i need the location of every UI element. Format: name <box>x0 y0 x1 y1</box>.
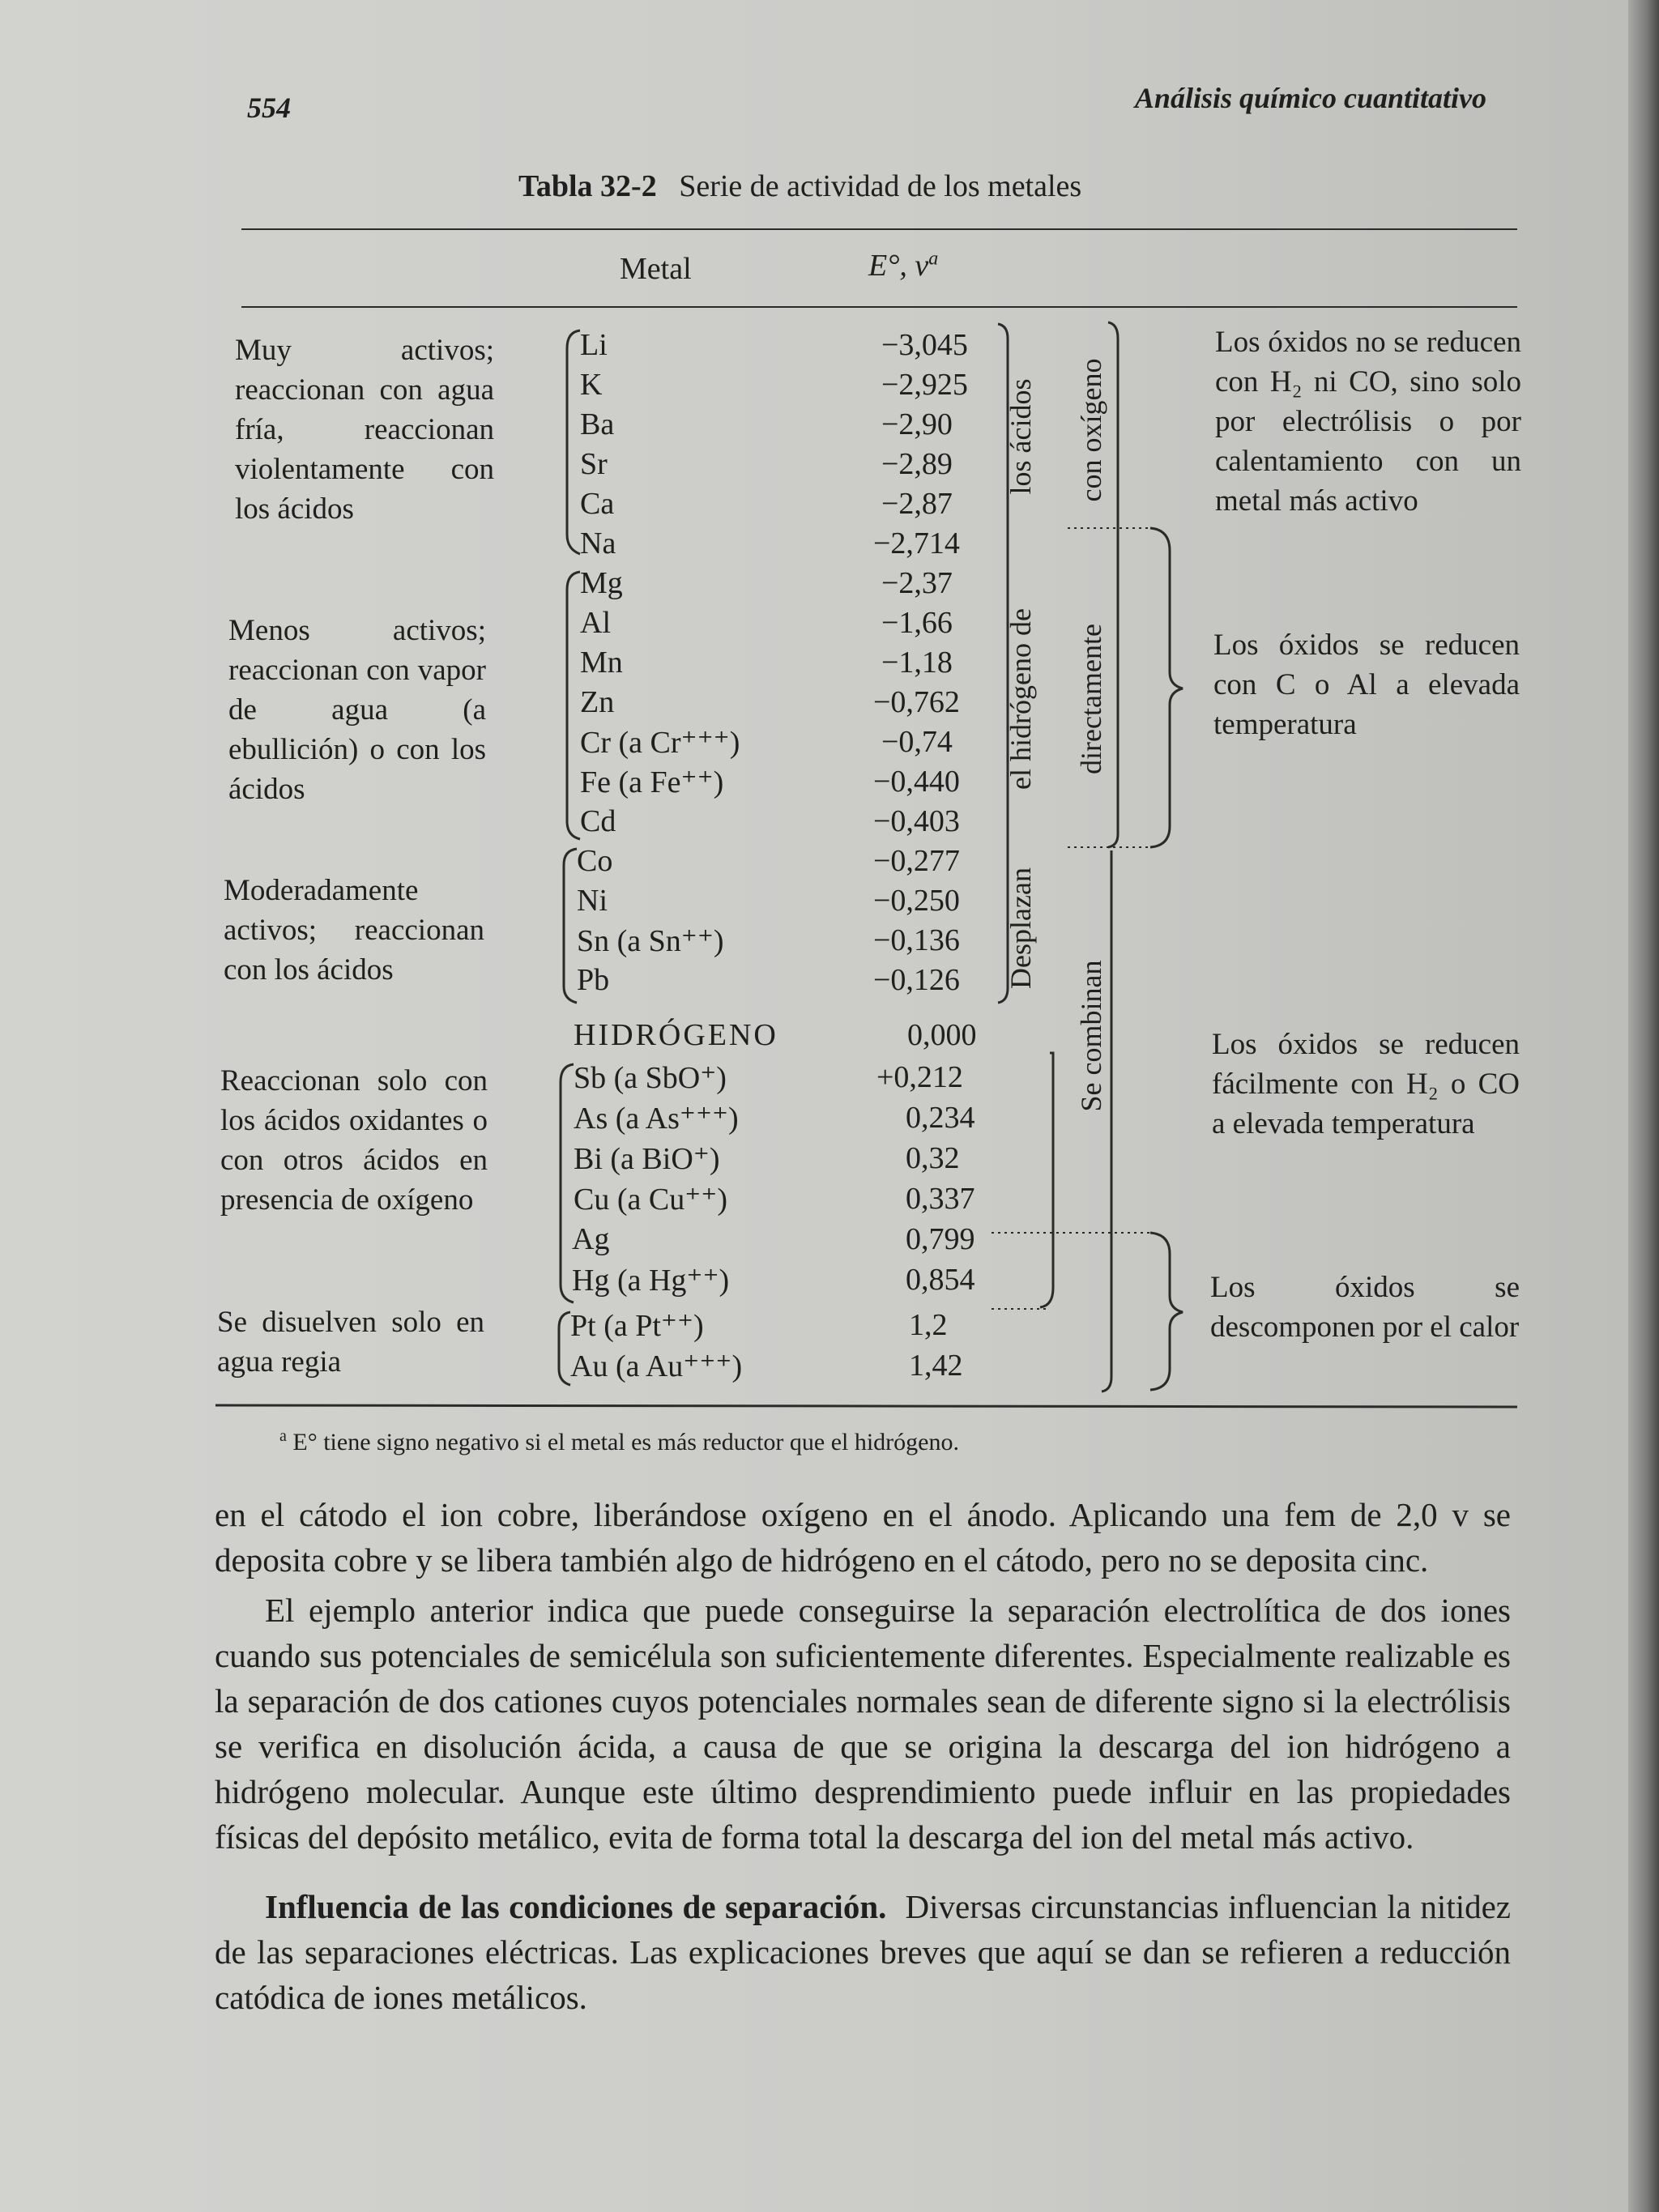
metal-name-hydrogen: HIDRÓGENO <box>574 1018 778 1052</box>
footnote-text: E° tiene signo negativo si el metal es más reductor que el hidrógeno. <box>292 1429 959 1455</box>
oxide-note-2: Los óxidos se reducen con C o Al a elevada temperatura <box>1213 629 1520 741</box>
vertical-label-el-hidrogeno-de: el hidrógeno de <box>1004 608 1037 790</box>
bracket-displace-acid <box>998 324 1008 1003</box>
metal-name: Mg <box>580 566 623 600</box>
potential-value: −2,37 <box>881 566 953 600</box>
potential-value: −0,136 <box>873 923 960 957</box>
paragraph-3 <box>215 1884 1511 2020</box>
metal-name: Cu (a Cu⁺⁺) <box>574 1183 727 1217</box>
metal-name: Ca <box>580 487 615 521</box>
potential-value: −1,18 <box>881 646 953 680</box>
potential-value: −2,714 <box>873 526 960 560</box>
metal-name: Sb (a SbO⁺) <box>574 1061 727 1095</box>
potential-value: 0,337 <box>906 1182 975 1216</box>
potential-value: 0,234 <box>906 1101 975 1135</box>
potential-value: 0,854 <box>906 1263 975 1297</box>
potential-value: −0,74 <box>881 725 953 759</box>
potential-value: −0,403 <box>873 804 960 838</box>
group-description-3: Moderadamente activos; reaccionan con los ácidos <box>224 874 484 987</box>
metal-name: Pb <box>577 963 610 997</box>
vertical-label-directamente: directamente <box>1075 624 1107 774</box>
table-footnote <box>279 1427 959 1456</box>
group-description-4: Reaccionan solo con los ácidos oxidantes o con otros ácidos en presencia de oxígeno <box>220 1064 488 1217</box>
brace-oxide-2 <box>1150 528 1183 847</box>
vertical-label-los-acidos: los ácidos <box>1004 378 1037 495</box>
brace-oxide-4 <box>1150 1233 1183 1390</box>
potential-value: −2,925 <box>881 368 968 402</box>
group-description-5: Se disuelven solo en agua regia <box>217 1306 484 1379</box>
brace-group-1 <box>567 330 580 554</box>
table-bottom-rule <box>215 1405 1517 1407</box>
running-title: Análisis químico cuantitativo <box>1134 82 1486 114</box>
metal-name: Bi (a BiO⁺) <box>574 1142 720 1176</box>
potential-value: 1,42 <box>909 1349 963 1383</box>
metal-name: Cr (a Cr⁺⁺⁺) <box>580 726 740 760</box>
metal-name: Zn <box>580 685 615 719</box>
metal-name: Hg (a Hg⁺⁺) <box>572 1264 730 1298</box>
group-description-2: Menos activos; reaccionan con vapor de agua (a ebullición) o con los ácidos <box>228 614 486 806</box>
potential-value: −0,440 <box>873 765 960 799</box>
brace-group-3 <box>564 849 577 1003</box>
column-header-metal: Metal <box>620 252 692 286</box>
page-number: 554 <box>247 92 291 124</box>
metal-name: Sr <box>580 447 608 481</box>
metal-name: Pt (a Pt⁺⁺) <box>570 1309 704 1343</box>
oxide-note-3: Los óxidos se reducen fácilmente con H₂ o CO a elevada temperatura <box>1212 1028 1520 1140</box>
vertical-label-se-combinan: Se combinan <box>1075 960 1107 1112</box>
oxide-note-4: Los óxidos se descomponen por el calor <box>1210 1271 1520 1344</box>
group-description-1: Muy activos; reaccionan con agua fría, reaccionan violentamente con los ácidos <box>235 334 494 526</box>
potential-value: 1,2 <box>909 1308 948 1342</box>
potential-value: −0,250 <box>873 884 960 918</box>
potential-value: −0,126 <box>873 963 960 997</box>
potential-value: −2,90 <box>881 407 953 441</box>
paragraph-2: El ejemplo anterior indica que puede conseguirse la separación electrolítica de dos iones cuando sus potenciales de semicélula son suficientemente diferentes. Especialmente realizable es la separación de dos cationes cuyos potenciales normales sean de diferente signo si la electrólisis se verifica en disolución ácida, a causa de que se origina la descarga del ion hidrógeno a hidrógeno molecular. Aunque este último desprendimiento puede influir en las propiedades físicas del depósito metálico, evita de forma total la descarga del ion del metal más activo. <box>215 1592 1511 1856</box>
metal-name: Al <box>580 606 611 640</box>
footnote-mark: a <box>279 1427 287 1445</box>
bracket-combine-lower <box>1102 850 1111 1392</box>
brace-group-2 <box>567 572 580 839</box>
book-spine <box>1628 0 1659 2212</box>
metal-name: Au (a Au⁺⁺⁺) <box>570 1349 743 1383</box>
body-text <box>215 1492 1511 2020</box>
column-header-footnote-mark: a <box>928 248 939 270</box>
potential-value: 0,000 <box>907 1018 977 1052</box>
metal-name: Li <box>580 328 608 362</box>
table-label: Tabla 32-2 <box>518 169 657 203</box>
potential-value: +0,212 <box>876 1060 963 1094</box>
metal-name: Sn (a Sn⁺⁺) <box>577 924 724 958</box>
brace-group-4 <box>561 1064 574 1302</box>
potential-value: 0,799 <box>906 1222 975 1256</box>
section-heading: Influencia de las condiciones de separación. <box>265 1888 887 1925</box>
oxide-note-1: Los óxidos no se reducen con H₂ ni CO, sino solo por electrólisis o por calentamiento con un metal más activo <box>1215 326 1521 518</box>
potential-value: −2,89 <box>881 447 953 481</box>
metal-name: As (a As⁺⁺⁺) <box>574 1102 739 1136</box>
metal-name: Fe (a Fe⁺⁺) <box>580 765 724 799</box>
potential-value: 0,32 <box>906 1141 960 1175</box>
brace-group-5 <box>559 1312 570 1385</box>
vertical-label-con-oxigeno: con oxígeno <box>1075 358 1107 502</box>
vertical-label-desplazan: Desplazan <box>1004 867 1037 989</box>
bracket-displace-lower <box>1040 1053 1053 1307</box>
potential-value: −0,277 <box>873 844 960 878</box>
metal-name: Na <box>580 526 616 560</box>
bracket-combine-upper <box>1108 322 1118 847</box>
metal-name: K <box>580 368 603 402</box>
table-title: Serie de actividad de los metales <box>679 169 1082 203</box>
potential-value: −1,66 <box>881 606 953 640</box>
column-header-potential-text: E°, v <box>868 249 929 283</box>
paragraph-3-text: Diversas circunstancias influencian la nitidez de las separaciones eléctricas. Las explicaciones breves que aquí se dan se refieren a reducción catódica de iones metálicos. <box>215 1888 1512 2016</box>
metal-name: Co <box>577 844 613 878</box>
paragraph-1: en el cátodo el ion cobre, liberándose oxígeno en el ánodo. Aplicando una fem de 2,0 v se deposita cobre y se libera también algo de hidrógeno en el cátodo, pero no se deposita cinc. <box>215 1496 1511 1579</box>
metal-name: Ag <box>572 1222 610 1256</box>
potential-value: −0,762 <box>873 685 960 719</box>
metal-name: Mn <box>580 646 623 680</box>
potential-value: −2,87 <box>881 487 953 521</box>
metal-name: Ni <box>577 884 608 918</box>
potential-value: −3,045 <box>881 328 968 362</box>
metal-name: Ba <box>580 407 615 441</box>
metal-name: Cd <box>580 804 616 838</box>
